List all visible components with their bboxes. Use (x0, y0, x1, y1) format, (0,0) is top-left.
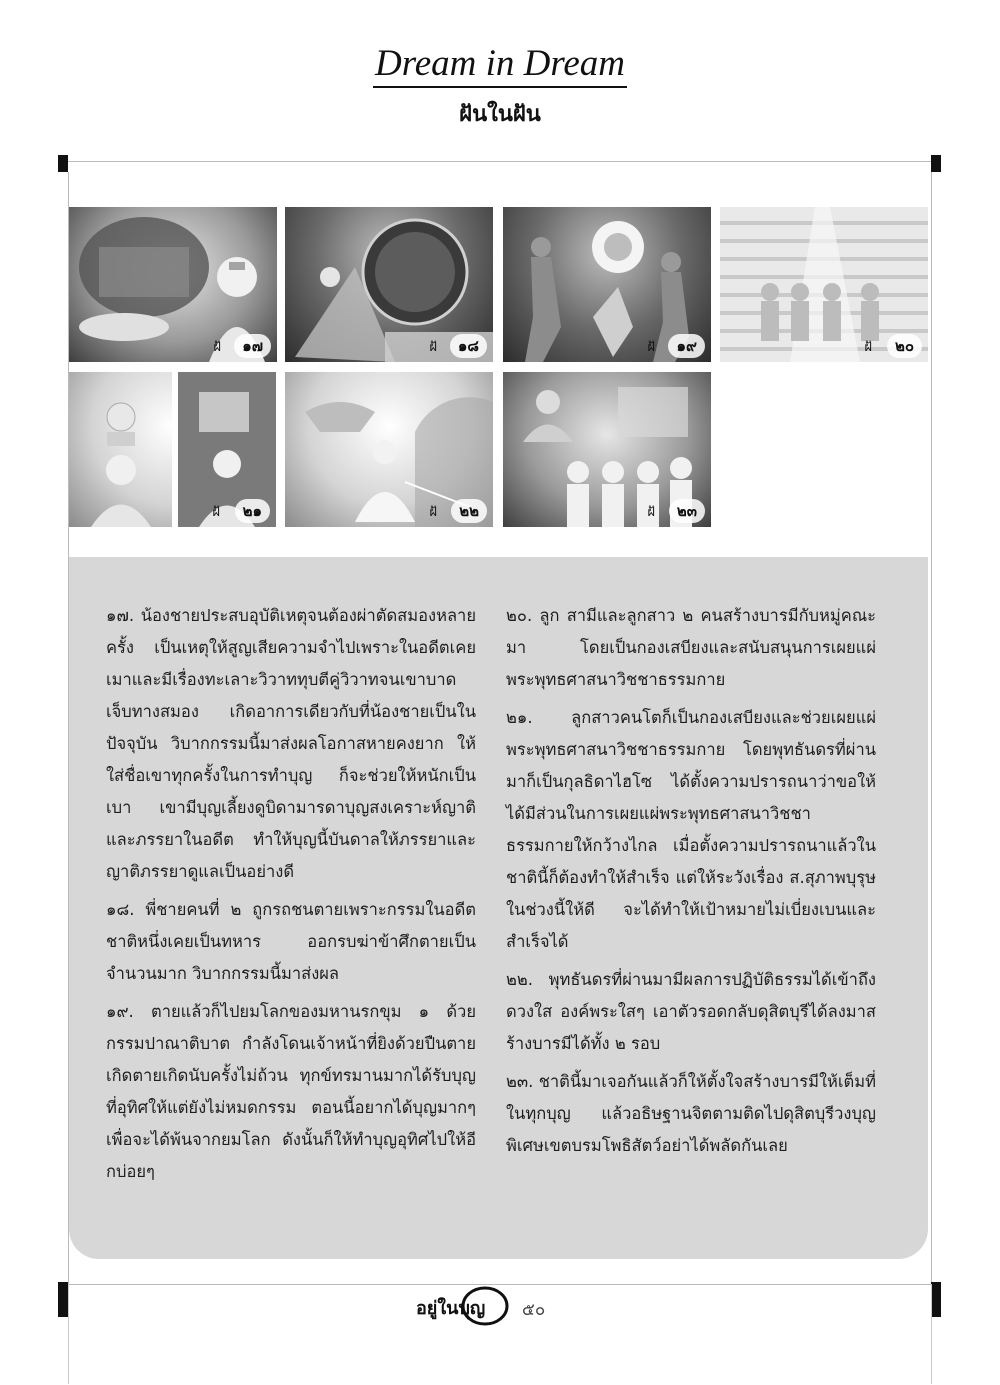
paragraph-20: ๒๐. ลูก สามีและลูกสาว ๒ คนสร้างบารมีกับหมู่คณะมา โดยเป็นกองเสบียงและสนับสนุนการเผยแผ่พระพุทธศาสนาวิชชาธรรมกาย (506, 606, 876, 689)
photo-21 (69, 372, 276, 527)
photo-19-mark: ฝั (647, 340, 655, 355)
photo-23-number: ๒๓ (669, 499, 705, 523)
corner-mark-top-right (931, 155, 941, 172)
photo-21-number: ๒๑ (235, 499, 270, 523)
paragraph-21: ๒๑. ลูกสาวคนโตก็เป็นกองเสบียงและช่วยเผยแผ่พระพุทธศาสนาวิชชาธรรมกาย โดยพุทธันดรที่ผ่านมาก็เป็นกุลธิดาไฮโซ ได้ตั้งความปรารถนาว่าขอให้ได้มีส่วนในการเผยแผ่พระพุทธศาสนาวิชชาธรรมกายให้กว้างไกล เมื่อตั้งความปรารถนาแล้วในชาตินี้ก็ต้องทำให้สำเร็จ แต่ให้ระวังเรื่อง ส.สุภาพบุรุษในช่วงนี้ให้ดี จะได้ทำให้เป้าหมายไม่เบี่ยงเบนและสำเร็จได้ (506, 708, 876, 951)
photo-23 (503, 372, 711, 527)
photo-22-mark: ฝั (429, 505, 437, 520)
corner-mark-bottom-right (931, 1282, 941, 1317)
paragraph-22: ๒๒. พุทธันดรที่ผ่านมามีผลการปฏิบัติธรรมได้เข้าถึงดวงใส องค์พระใสๆ เอาตัวรอดกลับดุสิตบุรีได้ลงมาสร้างบารมีได้ทั้ง ๒ รอบ (506, 970, 876, 1053)
paragraph-18: ๑๘. พี่ชายคนที่ ๒ ถูกรถชนตายเพราะกรรมในอดีตชาติหนึ่งเคยเป็นทหาร ออกรบฆ่าข้าศึกตายเป็นจำนวนมาก วิบากกรรมนี้มาส่งผล (106, 900, 476, 983)
photo-21-mark: ฝั (212, 505, 220, 520)
photo-20-mark: ฝั (864, 340, 872, 355)
page-title-thai: ฝันในฝัน (459, 102, 541, 127)
frame-top-line (60, 161, 940, 162)
photo-20-number: ๒๐ (887, 334, 922, 358)
bleed-line-right (931, 1284, 932, 1384)
footer-logo-text: อยู่ในบุญ (416, 1298, 486, 1319)
corner-mark-top-left (58, 155, 68, 172)
photo-17-mark: ฝั (213, 340, 221, 355)
photo-17-number: ๑๗ (234, 334, 271, 358)
paragraph-23: ๒๓. ชาตินี้มาเจอกันแล้วก็ให้ตั้งใจสร้างบารมีให้เต็มที่ในทุกบุญ แล้วอธิษฐานจิตตามติดไปดุสิตบุรีวงบุญพิเศษเขตบรมโพธิสัตว์อย่าได้พลัดกันเลย (506, 1072, 876, 1155)
frame-right-line (931, 172, 932, 1284)
photo-20 (720, 207, 928, 362)
photo-17 (69, 207, 277, 362)
photo-23-mark: ฝั (647, 505, 655, 520)
photo-19 (503, 207, 711, 362)
photo-22 (285, 372, 493, 527)
page-number: ๕๐ (522, 1300, 546, 1320)
photo-18-mark: ฝั (429, 340, 437, 355)
photo-22-number: ๒๒ (451, 499, 487, 523)
paragraph-17: ๑๗. น้องชายประสบอุบัติเหตุจนต้องผ่าตัดสมองหลายครั้ง เป็นเหตุให้สูญเสียความจำไปเพราะในอดีตเคยเมาและมีเรื่องทะเลาะวิวาททุบตีคู่วิวาทจนเขาบาดเจ็บทางสมอง เกิดอาการเดียวกับที่น้องชายเป็นในปัจจุบัน วิบากกรรมนี้มาส่งผลโอกาสหายคงยาก ให้ใส่ชื่อเขาทุกครั้งในการทำบุญ ก็จะช่วยให้หนักเป็นเบา เขามีบุญเลี้ยงดูบิดามารดาบุญสงเคราะห์ญาติและภรรยาในอดีต ทำให้บุญนี้บันดาลให้ภรรยาและญาติภรรยาดูแลเป็นอย่างดี (106, 606, 476, 881)
bleed-line-left (68, 1284, 69, 1384)
photo-18-number: ๑๘ (450, 334, 487, 358)
page-title-english: Dream in Dream (0, 42, 1000, 85)
text-column-left (106, 600, 476, 1194)
paragraph-19: ๑๙. ตายแล้วก็ไปยมโลกของมหานรกขุม ๑ ด้วยกรรมปาณาติบาต กำลังโดนเจ้าหน้าที่ยิงด้วยปืนตายเกิดตายเกิดนับครั้งไม่ถ้วน ทุกข์ทรมานมากได้รับบุญที่อุทิศให้แต่ยังไม่หมดกรรม ตอนนี้อยากได้บุญมากๆ เพื่อจะได้พ้นจากยมโลก ดังนั้นก็ให้ทำบุญอุทิศไปให้อีกบ่อยๆ (106, 1002, 476, 1181)
corner-mark-bottom-left (58, 1282, 68, 1317)
photo-18 (285, 207, 493, 362)
photo-19-number: ๑๙ (668, 334, 705, 358)
text-column-right (506, 600, 876, 1168)
footer-logo (413, 1282, 513, 1332)
